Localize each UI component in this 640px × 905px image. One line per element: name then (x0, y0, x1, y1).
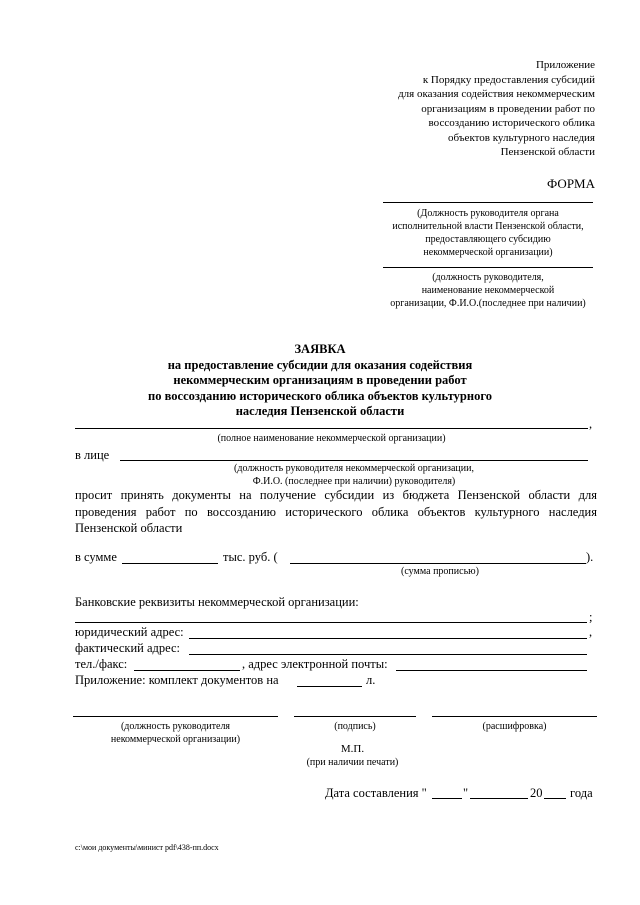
amount-unit: тыс. руб. ( (223, 550, 278, 564)
signature-note: (подпись) (334, 721, 376, 732)
footer-file-path: c:\мои документы\минист pdf\438-пп.docx (75, 843, 219, 852)
form-label: ФОРМА (547, 176, 595, 191)
note-line: наименование некоммерческой (421, 285, 555, 296)
comma: , (589, 417, 593, 431)
note-line: некоммерческой организации) (110, 734, 241, 745)
in-person-label: в лице (75, 448, 110, 462)
note-line: предоставляющего субсидию (425, 234, 551, 245)
note-line: некоммерческой организации) (423, 247, 553, 258)
recipient-note-1 (383, 207, 593, 259)
bank-field[interactable] (75, 622, 587, 623)
request-line: проведения работ по воссозданию исторического облика объектов культурного наследия (75, 504, 597, 519)
title-line: ЗАЯВКА (294, 342, 346, 356)
period: , (589, 625, 593, 639)
org-name-note: (полное наименование некоммерческой организации) (217, 433, 446, 444)
legal-address-label: юридический адрес: (75, 625, 184, 639)
date-year-prefix: 20 (530, 786, 543, 800)
amount-note: (сумма прописью) (401, 566, 479, 577)
appendix-line: Приложение (535, 59, 595, 71)
position-signature-line[interactable] (73, 716, 278, 717)
actual-address-field[interactable] (189, 654, 587, 655)
document-title (0, 342, 640, 420)
request-line: Пензенской области (75, 521, 183, 535)
email-label: , адрес электронной почты: (242, 657, 388, 671)
recipient-line-2 (383, 267, 593, 268)
actual-address-label: фактический адрес: (75, 641, 181, 655)
title-line: по воссозданию исторического облика объектов культурного (148, 388, 492, 403)
date-quote-close: " (463, 786, 469, 800)
appendix-line: Пензенской области (500, 146, 595, 158)
note-line: исполнительной власти Пензенской области, (392, 221, 584, 232)
note-line: организации, Ф.И.О.(последнее при наличии) (390, 298, 586, 309)
date-year-field[interactable] (544, 798, 566, 799)
request-line: просит принять документы на получение субсидии из бюджета Пензенской области для (75, 488, 597, 502)
note-line: (Должность руководителя органа (417, 208, 559, 219)
note-line: (должность руководителя некоммерческой организации, (234, 463, 474, 474)
recipient-line-1 (383, 202, 593, 203)
signature-line[interactable] (294, 716, 416, 717)
amount-field[interactable] (122, 563, 218, 564)
amount-close: ). (586, 550, 594, 564)
legal-address-field[interactable] (189, 638, 587, 639)
title-line: наследия Пензенской области (235, 404, 405, 418)
email-field[interactable] (396, 670, 587, 671)
decoding-note: (расшифровка) (482, 721, 547, 732)
phone-field[interactable] (134, 670, 240, 671)
date-label: Дата составления " (325, 786, 427, 800)
org-name-field[interactable] (75, 428, 588, 429)
appendix-line: для оказания содействия некоммерческим (398, 88, 595, 100)
head-field[interactable] (120, 460, 588, 461)
note-line: (должность руководителя (120, 721, 231, 732)
appendix-block (398, 58, 595, 160)
bank-label: Банковские реквизиты некоммерческой организации: (75, 595, 359, 609)
appendix-line: воссозданию исторического облика (428, 117, 595, 129)
title-line: некоммерческим организациям в проведении работ (173, 373, 467, 387)
recipient-note-2 (383, 271, 593, 310)
appendix-line: организациям в проведении работ по (421, 102, 595, 115)
attachment-label: Приложение: комплект документов на (75, 673, 279, 687)
request-paragraph (75, 487, 597, 537)
note-line: Ф.И.О. (последнее при наличии) руководителя) (252, 476, 456, 487)
stamp-note: (при наличии печати) (306, 757, 399, 768)
date-year-suffix: года (570, 786, 593, 800)
semicolon: ; (589, 610, 593, 624)
amount-words-field[interactable] (290, 563, 586, 564)
appendix-line: к Порядку предоставления субсидий (422, 73, 595, 86)
phone-label: тел./факс: (75, 657, 128, 671)
note-line: (должность руководителя, (432, 272, 544, 283)
head-note (120, 462, 588, 488)
attachment-pages-field[interactable] (297, 686, 362, 687)
stamp-label: М.П. (340, 743, 365, 755)
attachment-unit: л. (366, 673, 376, 687)
date-month-field[interactable] (470, 798, 528, 799)
date-day-field[interactable] (432, 798, 462, 799)
decoding-line[interactable] (432, 716, 597, 717)
amount-label: в сумме (75, 550, 117, 564)
title-line: на предоставление субсидии для оказания содействия (167, 357, 473, 372)
appendix-line: объектов культурного наследия (448, 131, 595, 144)
